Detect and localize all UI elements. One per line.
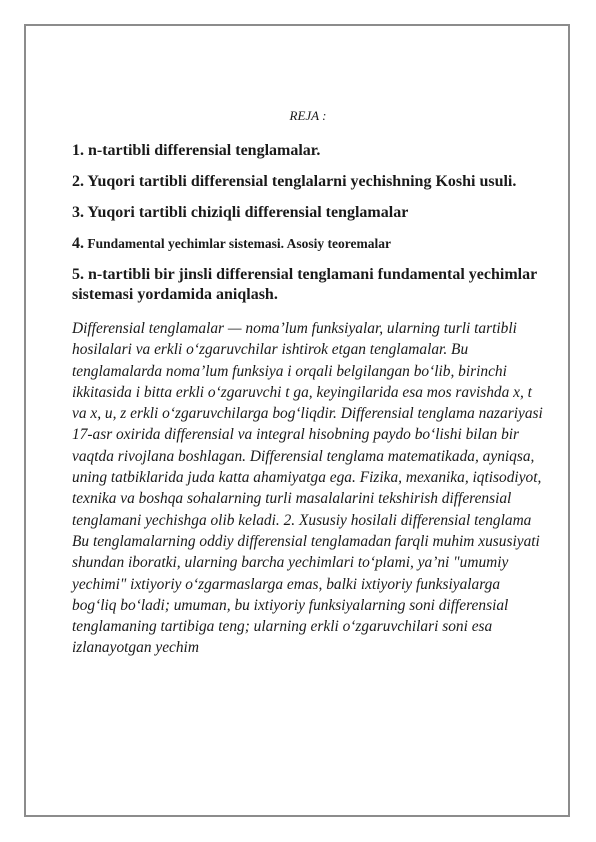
plan-item-text: Yuqori tartibli differensial tenglalarni yechishning Koshi usuli. [84, 173, 517, 190]
plan-item-number: 5. [72, 266, 84, 283]
plan-item-number: 4. [72, 235, 84, 252]
plan-item-number: 1. [72, 142, 84, 159]
plan-item-1 [72, 141, 544, 161]
plan-item-3 [72, 203, 544, 223]
plan-item-text: Fundamental yechimlar sistemasi. Asosiy teoremalar [84, 236, 391, 251]
plan-item-text: Yuqori tartibli chiziqli differensial tenglamalar [84, 204, 409, 221]
document-content [72, 108, 544, 659]
plan-item-2 [72, 172, 544, 192]
plan-item-number: 2. [72, 173, 84, 190]
plan-item-4 [72, 234, 544, 254]
plan-item-5 [72, 265, 544, 305]
plan-item-text: n-tartibli bir jinsli differensial tenglamani fundamental yechimlar sistemasi yordamida aniqlash. [72, 266, 537, 303]
plan-item-number: 3. [72, 204, 84, 221]
body-paragraph: Differensial tenglamalar — noma’lum funksiyalar, ularning turli tartibli hosilalari va erkli o‘zgaruvchilar ishtirok etgan tenglamalar. Bu tenglamalarda noma’lum funksiya i orqali belgilangan bo‘lib, birinchi ikkitasida i bitta erkli o‘zgaruvchi t ga, keyingilarida esa mos ravishda x, t va x, u, z erkli o‘zgaruvchilarga bog‘liqdir. Differensial tenglama nazariyasi 17-asr oxirida differensial va integral hisobning paydo bo‘lishi bilan bir vaqtda rivojlana boshlagan. Differensial tenglama matematikada, ayniqsa, uning tatbiklarida juda katta ahamiyatga ega. Fizika, mexanika, iqtisodiyot, texnika va boshqa sohalarning turli masalalarini tekshirish differensial tenglamani yechishga olib keladi. 2. Xususiy hosilali differensial tenglama Bu tenglamalarning oddiy differensial tenglamadan farqli muhim xususiyati shundan iboratki, ularning barcha yechimlari to‘plami, ya’ni "umumiy yechimi" ixtiyoriy o‘zgarmaslarga emas, balki ixtiyoriy funksiyalarga bog‘liq bo‘ladi; umuman, bu ixtiyoriy funksiyalarning soni differensial tenglamaning tartibiga teng; ularning erkli o‘zgaruvchilari soni esa izlanayotgan yechim [72, 320, 543, 657]
plan-item-text: n-tartibli differensial tenglamalar. [84, 142, 321, 159]
plan-title: REJA : [289, 108, 327, 123]
